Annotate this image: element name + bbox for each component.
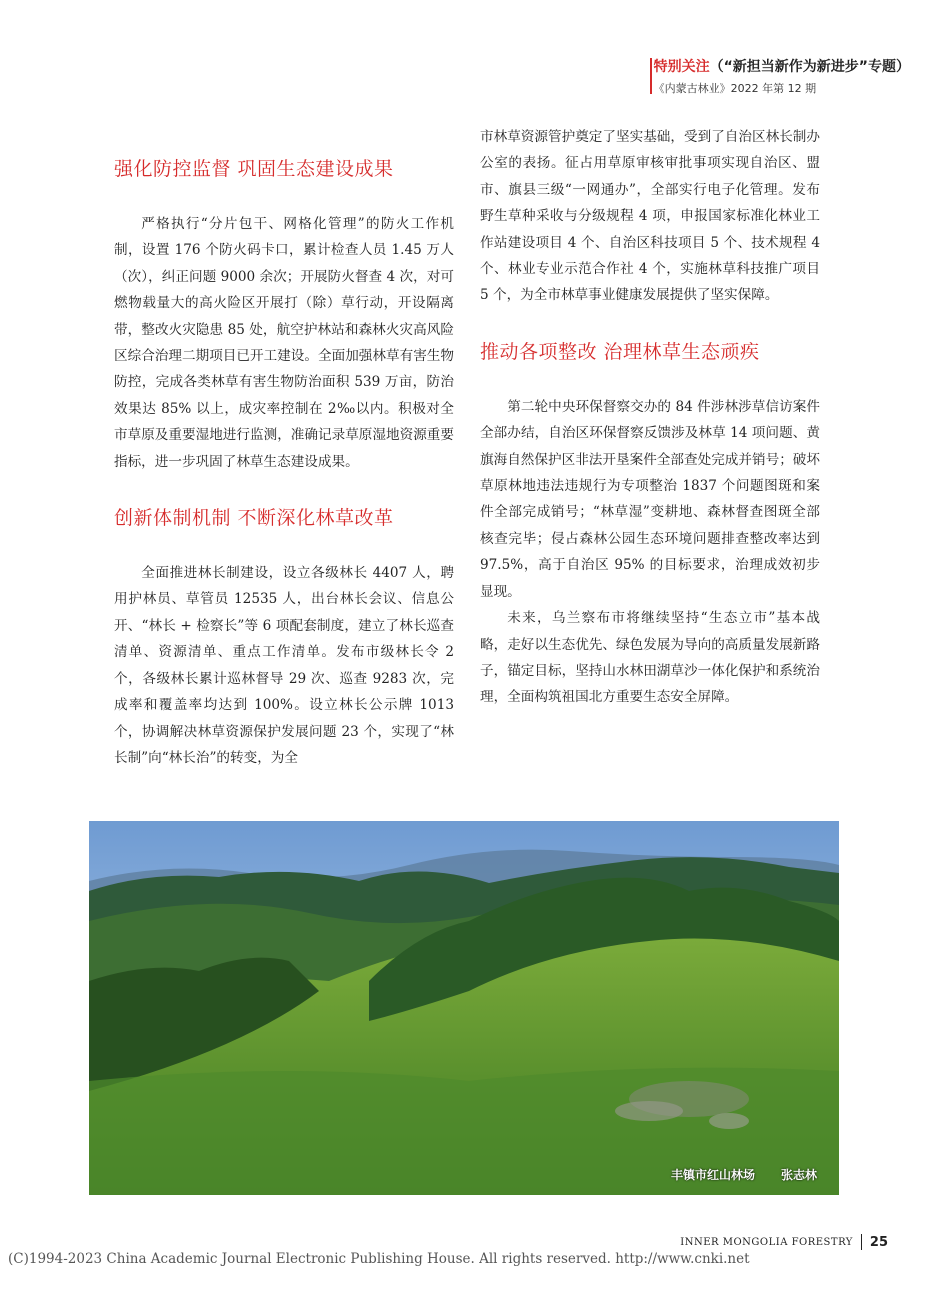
copyright-notice: (C)1994-2023 China Academic Journal Electronic Publishing House. All rights reserved. http://www.cnki.net	[8, 1251, 750, 1267]
paragraph-future: 未来，乌兰察布市将继续坚持“生态立市”基本战略，走好以生态优先、绿色发展为导向的高质量发展新路子，锚定目标，坚持山水林田湖草沙一体化保护和系统治理，全面构筑祖国北方重要生态安全屏障。	[480, 610, 820, 706]
header-title-line	[654, 56, 910, 76]
special-topic: （“新担当新作为新进步”专题）	[709, 59, 910, 75]
heading-rectification: 推动各项整改 治理林草生态顽疾	[480, 340, 760, 363]
paragraph-reform-continued: 市林草资源管护奠定了坚实基础，受到了自治区林长制办公室的表扬。征占用草原审核审批事项实现自治区、盟市、旗县三级“一网通办”，全部实行电子化管理。发布野生草种采收与分级规程 4 项，申报国家标准化林业工作站建设项目 4 个、自治区科技项目 5 个、技术规程 4 个、林业专业示范合作社 4 个，实施林草科技推广项目 5 个，为全市林草事业健康发展提供了坚实保障。	[480, 129, 820, 304]
page-number: 25	[869, 1234, 888, 1250]
forest-photo	[89, 821, 839, 1195]
section-title: 特别关注	[653, 59, 710, 75]
running-footer	[680, 1234, 888, 1250]
photo-caption	[671, 1166, 817, 1183]
caption-location: 丰镇市红山林场	[670, 1168, 755, 1182]
heading-reform: 创新体制机制 不断深化林草改革	[114, 507, 394, 530]
caption-author: 张志林	[780, 1168, 817, 1182]
header-divider	[650, 58, 652, 94]
issue-line: 《内蒙古林业》2022 年第 12 期	[653, 82, 817, 95]
running-header	[654, 56, 910, 96]
forest-landscape-image	[89, 821, 839, 1195]
right-column	[480, 124, 820, 711]
footer-divider	[861, 1234, 862, 1250]
left-column	[114, 120, 454, 771]
paragraph-fire-prevention: 严格执行“分片包干、网格化管理”的防火工作机制，设置 176 个防火码卡口，累计检查人员 1.45 万人（次），纠正问题 9000 余次；开展防火督查 4 次，对可燃物载量大的高火险区开展打（除）草行动，开设隔离带，整改火灾隐患 85 处，航空护林站和森林火灾高风险区综合治理二期项目已开工建设。全面加强林草有害生物防控，完成各类林草有害生物防治面积 539 万亩，防治效果达 85% 以上，成灾率控制在 2‰以内。积极对全市草原及重要湿地进行监测，准确记录草原湿地资源重要指标，进一步巩固了林草生态建设成果。	[114, 216, 454, 470]
paragraph-reform: 全面推进林长制建设，设立各级林长 4407 人，聘用护林员、草管员 12535 人，出台林长会议、信息公开、“林长 + 检察长”等 6 项配套制度，建立了林长巡查清单、资源清单、重点工作清单。发布市级林长令 2 个，各级林长累计巡林督导 29 次、巡查 9283 次，完成率和覆盖率均达到 100%。设立林长公示牌 1013 个，协调解决林草资源保护发展问题 23 个，实现了“林长制”向“林长治”的转变，为全	[114, 565, 454, 766]
paragraph-rectification: 第二轮中央环保督察交办的 84 件涉林涉草信访案件全部办结，自治区环保督察反馈涉及林草 14 项问题、黄旗海自然保护区非法开垦案件全部查处完成并销号；破坏草原林地违法违规行为专项整治 1837 个问题图斑和案件全部完成销号；“林草湿”变耕地、森林督查图斑全部核查完毕；侵占森林公园生态环境问题排查整改率达到 97.5%，高于自治区 95% 的目标要求，治理成效初步显现。	[480, 398, 820, 600]
journal-name: INNER MONGOLIA FORESTRY	[680, 1236, 853, 1248]
heading-fire-prevention: 强化防控监督 巩固生态建设成果	[114, 158, 394, 180]
